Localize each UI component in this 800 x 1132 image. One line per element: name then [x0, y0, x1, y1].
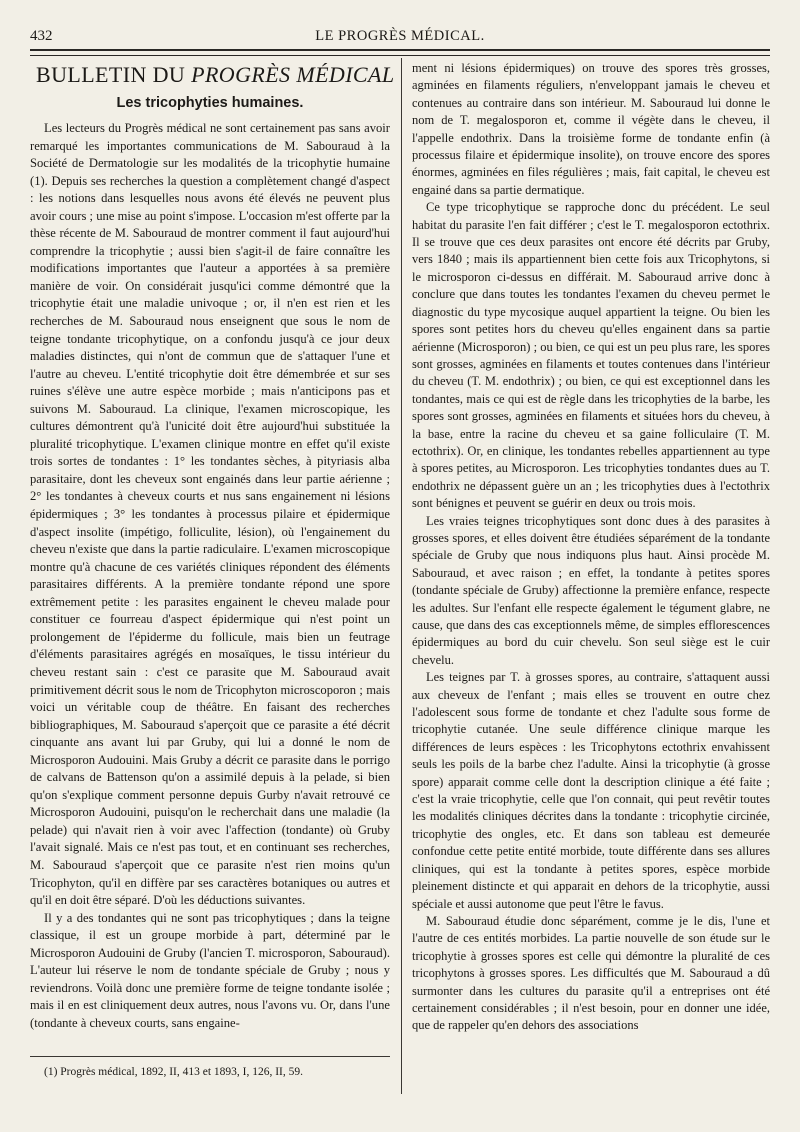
article-paragraph: Les lecteurs du Progrès médical ne sont certainement pas sans avoir remarqué les importantes communications de M. Sabouraud à la Société de Dermatologie sur les modalités de la tricophytie humaine (1). Depuis ses recherches la question a complètement changé d'aspect : les notions dans lesquelles nous avons été élevés ne peuvent plus avoir cours ; une mise au point s'impose. L'occasion m'est offerte par la thèse récente de M. Sabouraud de montrer comment il faut aujourd'hui comprendre la tricophytie ; aussi bien s'agit-il de faire connaître les modifications importantes que l'auteur a apportées à sa première manière de voir. On considérait jusqu'ici comme démontré que la tricophytie était une maladie univoque ; or, il n'en est rien et les recherches de M. Sabouraud nous enseignent que sous le nom de teigne tondante tricophytique, on a confondu jusqu'à ce jour deux maladies distinctes, qui n'ont de commun que de s'attaquer l'une et l'autre au cheveu. L'entité tricophytie doit être démembrée et sur ses ruines s'élève une autre espèce morbide ; mais n'anticipons pas et suivons M. Sabouraud. La clinique, l'examen microscopique, les cultures démontrent qu'à l'unicité doit être aujourd'hui substituée la pluralité tricophytique. L'examen clinique montre en effet qu'il existe trois sortes de tondantes : 1° les tondantes sèches, à pityriasis alba parasitaire, dont les cheveux sont engainés dans leur partie aérienne ; 2° les tondantes à cheveux courts et nus sans engainement ni lésions épidermiques ; 3° les tondantes à processus pilaire et épidermique d'aspect insolite (impétigo, folliculite, lésion), où l'engainement du cheveu n'existe que dans la partie radiculaire. L'examen microscopique montre qu'à chacune de ces variétés cliniques répondent des éléments parasitaires différents. A la première tondante répond une spore extrêmement petite : les parasites engainent le cheveu malade pour constituer ce fourreau d'aspect épidermique qui n'est point un prolongement de l'épiderme du follicule, mais bien un feutrage d'éléments parasitaires agrégés en mosaïques, le tissu intérieur du cheveu restant sain : c'est ce parasite que M. Sabouraud avait primitivement décrit sous le nom de Tricophyton microscoporon ; mais voici un véritable coup de théâtre. En faisant des recherches bibliographiques, M. Sabouraud s'aperçoit que ce parasite a été décrit cinquante ans avant lui par Gruby, qui lui a donné le nom de Microsporon Audouini. Mais Gruby a décrit ce parasite dans le porrigo de calvans de Battenson qu'on a assimilé depuis à la pelade, si bien qu'on s'explique comment personne depuis Gurby n'avait retrouvé ce Microsporon Audouini, puisqu'on le recherchait dans une maladie (la pelade) qui n'avait rien à voir avec l'affection (tondante) où Gruby l'avait signalé. Mais ce n'est pas tout, et en continuant ses recherches, M. Sabouraud s'aperçoit que ce parasite n'est rien moins qu'un Tricophyton, qu'il en diffère par ses caractères botaniques ou autres et qu'il en doit être séparé. D'où les déductions suivantes.	[30, 121, 390, 908]
right-column	[412, 60, 770, 1035]
header-rule	[30, 49, 770, 56]
article-title: Les tricophyties humaines.	[116, 95, 304, 111]
bulletin-title-journal: PROGRÈS MÉDICAL	[191, 62, 395, 87]
article-paragraph: M. Sabouraud étudie donc séparément, comme je le dis, l'une et l'autre de ces entités morbides. La partie nouvelle de son étude sur le tricophytie à grosses spores est celle qui démontre la pluralité de ces tricophytons à grosses spores. Les difficultés que M. Sabouraud a dû surmonter dans les cultures du parasite qu'il a entreprises ont été certainement considérables ; il n'est besoin, pour en donner une idée, que de rappeler qu'en dehors des associations	[412, 913, 770, 1033]
bulletin-title-prefix: BULLETIN DU	[36, 62, 186, 87]
running-title: LE PROGRÈS MÉDICAL.	[315, 28, 485, 44]
article-paragraph: Les vraies teignes tricophytiques sont donc dues à des parasites à grosses spores, et elles doivent être étudiées séparément de la tondante spéciale de Gruby que nous indiquons plus haut. Ainsi procède M. Sabouraud, et avec raison ; en effet, la tondante à petites spores (tondante spéciale de Gruby) affectionne la première enfance, respecte les adultes. Sur l'enfant elle respecte également le tégument glabre, ne cause, que dans des cas exceptionnels même, de simples efflorescences épidermiques au bord du cuir chevelu. Son seul siège est le cuir chevelu.	[412, 513, 770, 667]
left-column	[30, 60, 395, 1032]
page-header	[30, 28, 770, 48]
article-paragraph: Il y a des tondantes qui ne sont pas tricophytiques ; dans la teigne classique, il est un groupe morbide à part, déterminé par le Microsporon Audouini de Gruby (l'ancien T. microsporon, Sabouraud). L'auteur lui réserve le nom de tondante spéciale de Gruby ; nous y reviendrons. Voilà donc une première forme de teigne tondante isolée ; mais il en est cliniquement deux autres, nous l'avons vu. Or, dans l'une (tondante à cheveux courts, sans engaine-	[30, 910, 390, 1030]
article-paragraph: ment ni lésions épidermiques) on trouve des spores très grosses, agminées en filaments réguliers, n'enveloppant jamais le cheveu et contenues au contraire dans son intérieur. M. Sabouraud lui donne le nom de T. megalosporon et, comme il végète dans le cheveu, il l'appelle endothrix. Dans la troisième forme de tondante enfin (à processus filaire et épidermique insolite), on trouve encore des spores énormes, agminées en files régulières ; mais, fait capital, le cheveu est engainé dans sa partie dermatique.	[412, 61, 770, 197]
bulletin-title	[36, 62, 395, 88]
article-paragraph: Ce type tricophytique se rapproche donc du précédent. Le seul habitat du parasite l'en fait différer ; c'est le T. megalosporon ectothrix. Il se trouve que ces deux parasites ont encore été décrits par Gruby, vers 1840 ; mais ils appartiennent bien cette fois aux Tricophytons, si le microsporon ci-dessus en différait. M. Sabouraud arrive donc à conclure que dans toutes les tondantes l'examen du cheveu permet le diagnostic du type mycosique auquel appartient la teigne. Ou bien les spores sont petites hors du cheveu qu'elles engainent dans sa partie aérienne (Microsporon) ; ou bien, ce qui est un peu plus rare, les spores sont grosses, agminées en filaments et toutes contenues dans l'intérieur du cheveu (T. M. endothrix) ; ou bien, ce qui est exceptionnel dans les tondantes, mais ce qui est de règle dans les tricophyties de la barbe, les spores sont grosses, agminées en filaments et situées hors du cheveu, à la base, entre la racine du cheveu et sa gaine folliculaire (T. M. ectothrix). Or, en clinique, les tondantes rebelles appartiennent au type à spores petites, au Microsporon. Les tricophyties tondantes dues au T. endothrix ne dépassent guère un an ; les tricophyties dues à l'ectothrix sont bénignes et peuvent se guérir en deux ou trois mois.	[412, 200, 770, 511]
article-paragraph: Les teignes par T. à grosses spores, au contraire, s'attaquent aussi aux cheveux de l'enfant ; mais elles se trouvent en outre chez l'adolescent sous forme de tondante et chez l'adulte sous forme de tricophytie cutanée. Une seule différence clinique marque les différences de leurs espèces : les Tricophytons ectothrix envahissent seuls les poils de la barbe chez l'adulte. Ainsi la tricophytie (à grosse spore) apparait comme celle dont la description clinique a été faite ; c'est la vraie tricophytie, celle que l'on connait, qui peut revêtir toutes les modalités cliniques décrites dans la tondante : tricophytie circinée, tricophytie des ongles, etc. Et dans son tableau est demeurée confondue cette petite entité morbide, toute différente dans ses allures cliniques, qui est la tondante à petites spores, espèce morbide pleinement distincte et qui apparait en dehors de la tricophytie, aussi spéciale et aussi autonome que peut l'être le favus.	[412, 670, 770, 911]
page-number: 432	[30, 28, 53, 44]
footnote: (1) Progrès médical, 1892, II, 413 et 1893, I, 126, II, 59.	[44, 1066, 304, 1078]
column-divider	[401, 58, 402, 1094]
footnote-rule	[30, 1056, 390, 1057]
